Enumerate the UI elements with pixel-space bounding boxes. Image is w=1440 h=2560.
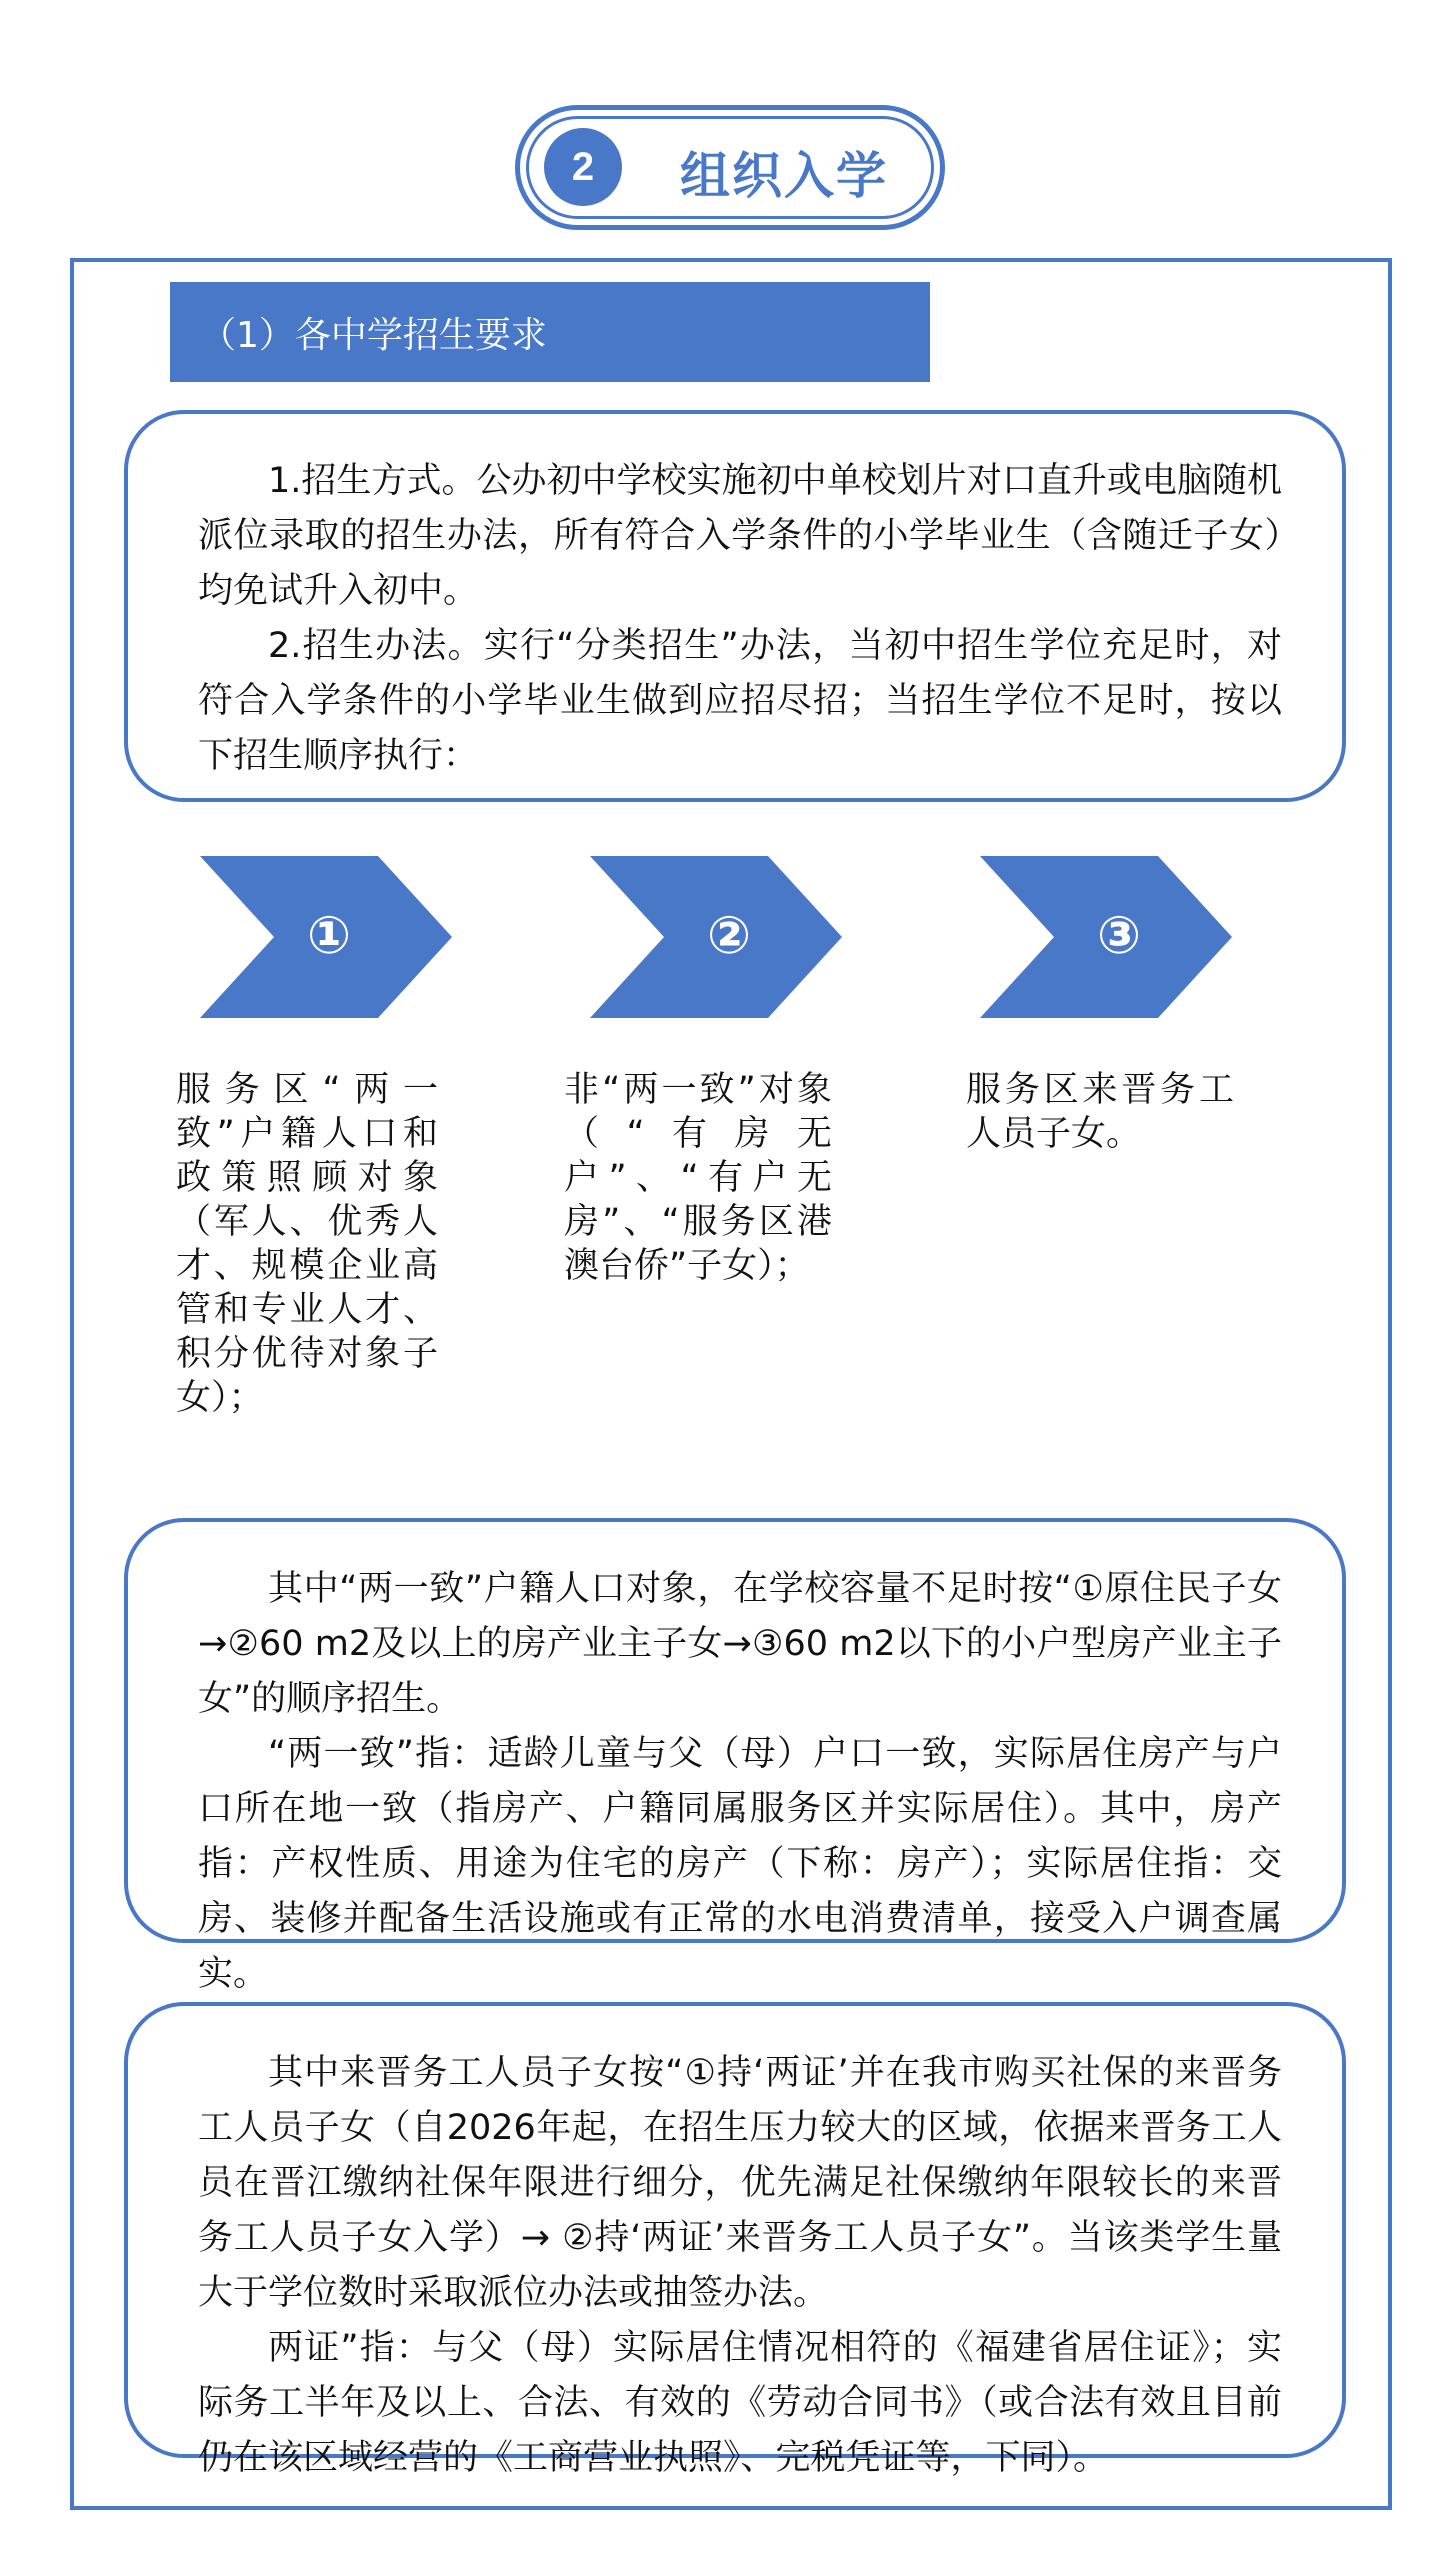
two-certificates-text: 两证”指：与父（母）实际居住情况相符的《福建省居住证》；实际务工半年及以上、合法、有效的《劳动合同书》（或合法有效且目前仍在该区域经营的《工商营业执照》、完税凭证等，下同）。 xyxy=(198,2328,1282,2478)
section-number-badge: 2 xyxy=(544,128,622,206)
step-2-number: ② xyxy=(706,906,752,966)
enrollment-rule-text: 2.招生办法。实行“分类招生”办法，当初中招生学位充足时，对符合入学条件的小学毕业生做到应招尽招；当招生学位不足时，按以下招生顺序执行： xyxy=(198,626,1282,776)
household-order-text: 其中“两一致”户籍人口对象，在学校容量不足时按“①原住民子女→②60 m2及以上的房产业主子女→③60 m2以下的小户型房产业主子女”的顺序招生。 xyxy=(198,1569,1282,1719)
enrollment-method-text: 1.招生方式。公办初中学校实施初中单校划片对口直升或电脑随机派位录取的招生办法，所有符合入学条件的小学毕业生（含随迁子女）均免试升入初中。 xyxy=(198,461,1282,611)
step-2-description: 非“两一致”对象（“有房无户”、“有户无房”、“服务区港澳台侨”子女）； xyxy=(564,1070,832,1286)
household-definition-box xyxy=(124,1518,1346,1994)
household-definition-text: “两一致”指：适龄儿童与父（母）户口一致，实际居住房产与户口所在地一致（指房产、户籍同属服务区并实际居住）。其中，房产指：产权性质、用途为住宅的房产（下称：房产）；实际居住指：交房、装修并配备生活设施或有正常的水电消费清单，接受入户调查属实。 xyxy=(198,1734,1282,1994)
subsection-title-bar xyxy=(170,282,930,382)
subsection-title: （1）各中学招生要求 xyxy=(200,314,547,356)
section-title: 组织入学 xyxy=(680,147,888,205)
section-header xyxy=(515,105,945,230)
step-3-number: ③ xyxy=(1096,906,1142,966)
step-1-description: 服务区“两一致”户籍人口和政策照顾对象（军人、优秀人才、规模企业高管和专业人才、积分优待对象子女）； xyxy=(176,1070,438,1418)
step-1-number: ① xyxy=(306,906,352,966)
step-3-description: 服务区来晋务工人员子女。 xyxy=(966,1070,1234,1154)
enrollment-method-box xyxy=(124,410,1346,802)
migrant-workers-box xyxy=(124,2002,1346,2478)
migrant-order-text: 其中来晋务工人员子女按“①持‘两证’并在我市购买社保的来晋务工人员子女（自2026年起，在招生压力较大的区域，依据来晋务工人员在晋江缴纳社保年限进行细分，优先满足社保缴纳年限较长的来晋务工人员子女入学）→ ②持‘两证’来晋务工人员子女”。当该类学生量大于学位数时采取派位办法或抽签办法。 xyxy=(198,2053,1282,2313)
